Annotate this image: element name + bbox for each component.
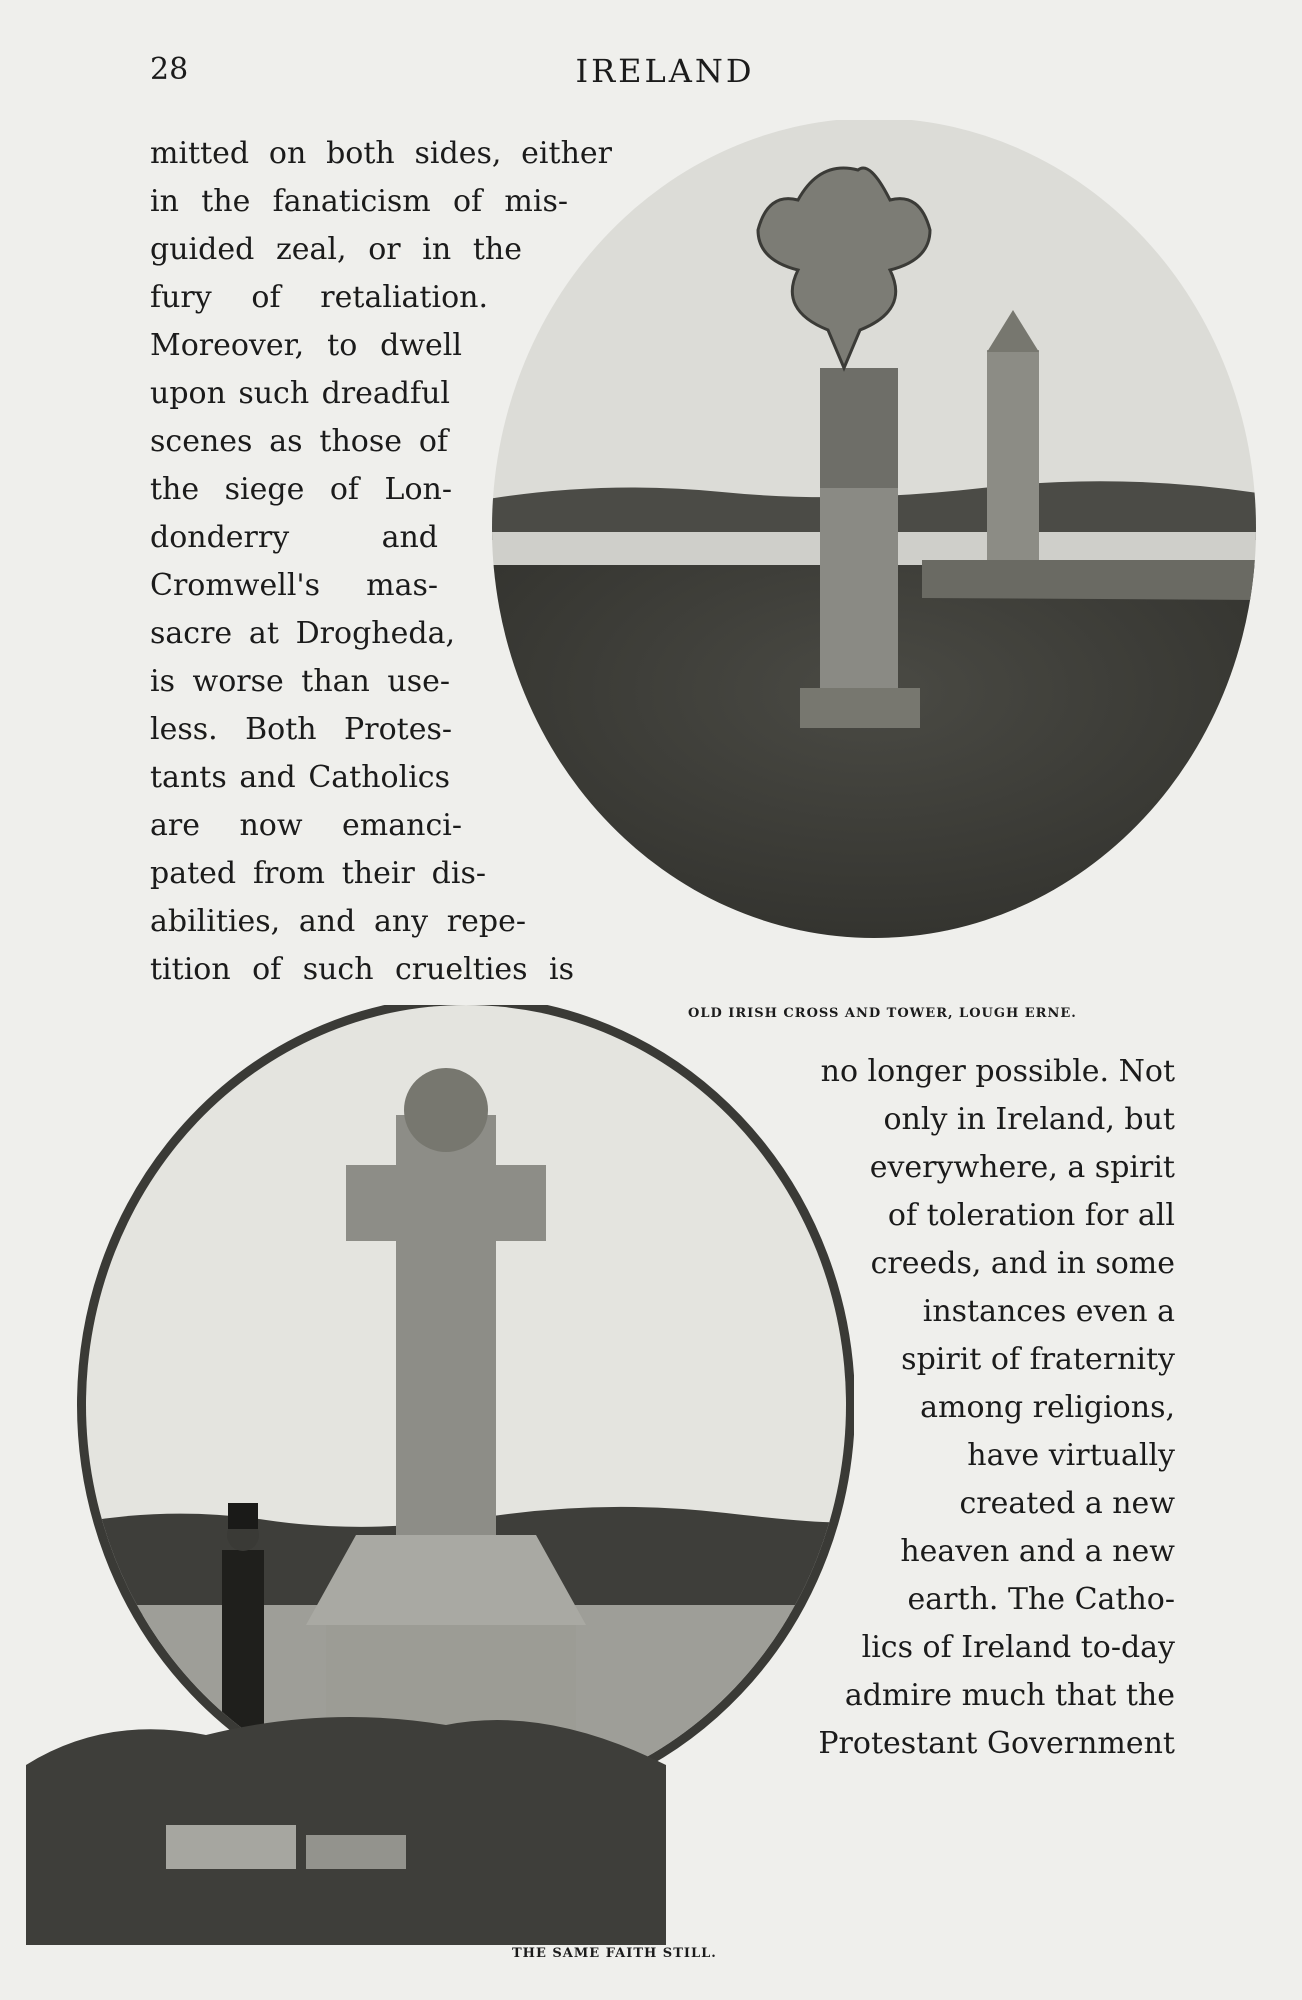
text-line: sacre at Drogheda, (150, 616, 455, 651)
text-line: instances even a (922, 1294, 1175, 1329)
left-text-column (150, 130, 612, 994)
text-line: everywhere, a spirit (869, 1150, 1175, 1185)
page-header (150, 52, 1180, 98)
text-line: earth. The Catho- (907, 1582, 1175, 1617)
text-line: Moreover, to dwell (150, 328, 462, 363)
text-line: is worse than use- (150, 664, 450, 699)
text-line: tition of such cruelties is (150, 952, 574, 987)
text-line: less. Both Protes- (150, 712, 452, 747)
text-line: Protestant Government (818, 1726, 1175, 1761)
text-line: pated from their dis- (150, 856, 486, 891)
figure-caption: OLD IRISH CROSS AND TOWER, LOUGH ERNE. (688, 1006, 1077, 1021)
text-line: among religions, (920, 1390, 1175, 1425)
text-line: abilities, and any repe- (150, 904, 526, 939)
text-line: creeds, and in some (870, 1246, 1175, 1281)
text-line: donderry and (150, 520, 438, 555)
text-line: in the fanaticism of mis- (150, 184, 568, 219)
running-title: IRELAND (575, 52, 755, 90)
text-line: Cromwell's mas- (150, 568, 438, 603)
text-line: scenes as those of (150, 424, 448, 459)
text-line: tants and Catholics (150, 760, 450, 795)
text-line: have virtually (967, 1438, 1175, 1473)
text-line: admire much that the (844, 1678, 1175, 1713)
text-line: only in Ireland, but (883, 1102, 1175, 1137)
text-line: lics of Ireland to-day (861, 1630, 1175, 1665)
photo-standing-cross (26, 1005, 854, 1945)
page-number: 28 (150, 52, 189, 87)
figure-caption: THE SAME FAITH STILL. (512, 1946, 717, 1961)
text-line: guided zeal, or in the (150, 232, 522, 267)
text-line: of toleration for all (887, 1198, 1175, 1233)
text-line: mitted on both sides, either (150, 136, 612, 171)
text-line: are now emanci- (150, 808, 462, 843)
text-line: no longer possible. Not (820, 1054, 1175, 1089)
text-line: upon such dreadful (150, 376, 450, 411)
right-text-column (740, 1048, 1175, 1768)
text-line: heaven and a new (900, 1534, 1175, 1569)
text-line: spirit of fraternity (901, 1342, 1175, 1377)
text-line: created a new (959, 1486, 1175, 1521)
text-line: the siege of Lon- (150, 472, 452, 507)
text-line: fury of retaliation. (150, 280, 488, 315)
